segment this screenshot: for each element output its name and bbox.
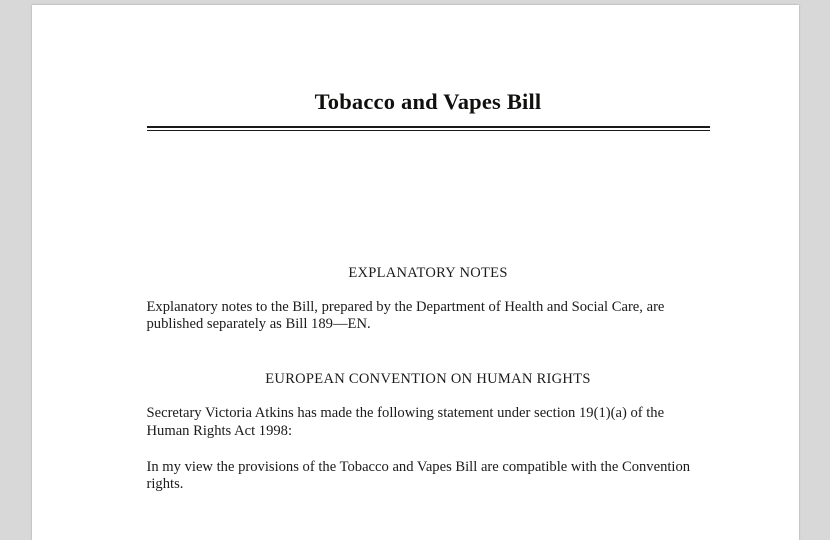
document-page bbox=[32, 5, 799, 540]
paragraph-statement: Secretary Victoria Atkins has made the following statement under section 19(1)(a) of the Human Rights Act 1998: bbox=[146, 405, 665, 439]
section-heading-european-convention: EUROPEAN CONVENTION ON HUMAN RIGHTS bbox=[265, 371, 591, 388]
section-heading-explanatory-notes: EXPLANATORY NOTES bbox=[348, 265, 508, 281]
paragraph-compatibility: In my view the provisions of the Tobacco and Vapes Bill are compatible with the Convention rights. bbox=[146, 458, 691, 493]
divider-rule-thin bbox=[147, 130, 710, 131]
page-content bbox=[32, 5, 799, 493]
title-divider bbox=[147, 126, 710, 131]
page-title: Tobacco and Vapes Bill bbox=[314, 89, 542, 114]
paragraph-explanatory-notes: Explanatory notes to the Bill, prepared by the Department of Health and Social Care, are published separately as Bill 189—EN. bbox=[146, 299, 665, 333]
